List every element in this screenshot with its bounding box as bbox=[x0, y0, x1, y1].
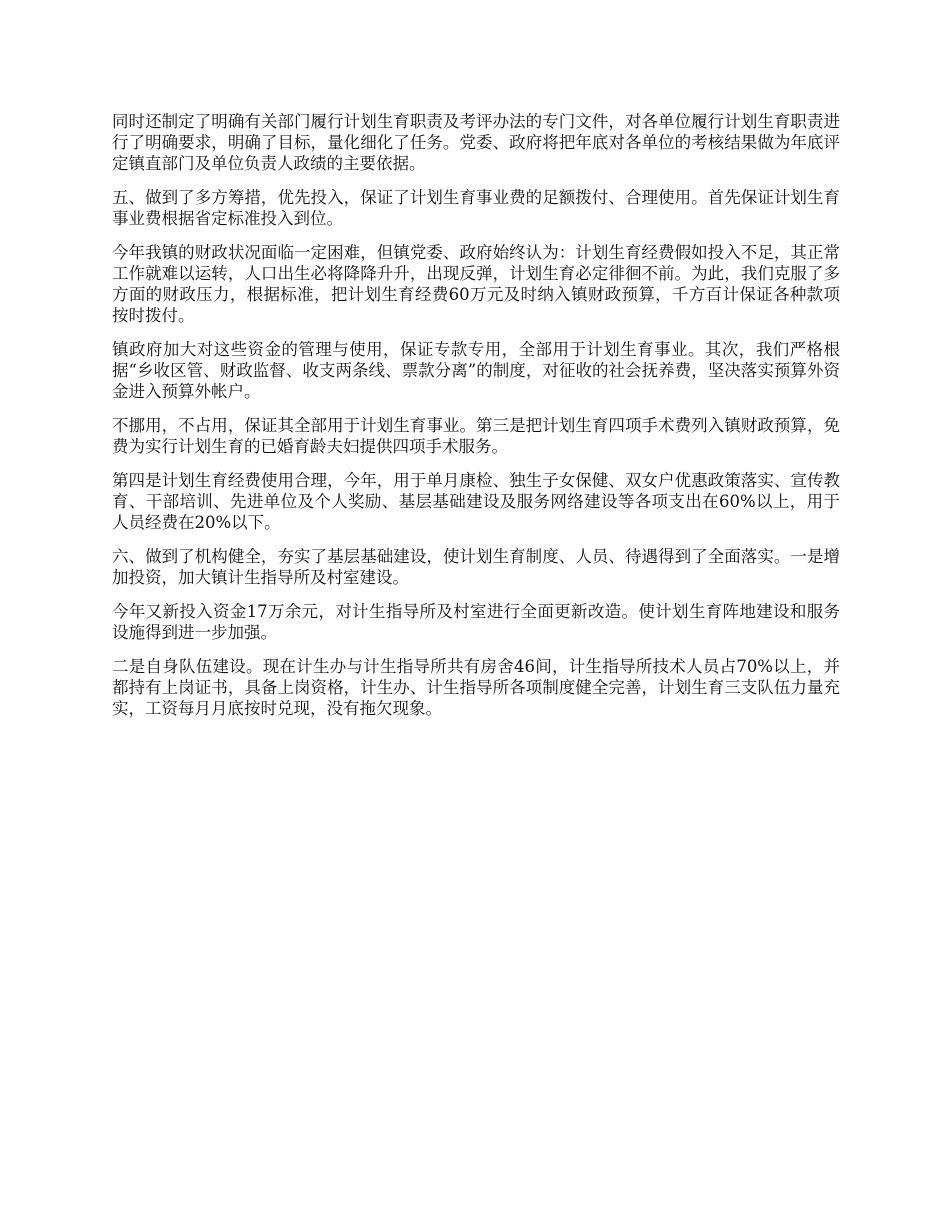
paragraph-3: 今年我镇的财政状况面临一定困难，但镇党委、政府始终认为：计划生育经费假如投入不足，其正常工作就难以运转，人口出生必将降降升升，出现反弹，计划生育必定徘徊不前。为此，我们克服了多方面的财政压力，根据标准，把计划生育经费60万元及时纳入镇财政预算，千方百计保证各种款项按时拨付。 bbox=[112, 243, 840, 325]
paragraph-5: 不挪用，不占用，保证其全部用于计划生育事业。第三是把计划生育四项手术费列入镇财政预算，免费为实行计划生育的已婚育龄夫妇提供四项手术服务。 bbox=[112, 416, 840, 456]
paragraph-9: 二是自身队伍建设。现在计生办与计生指导所共有房舍46间，计生指导所技术人员占70%以上，并都持有上岗证书，具备上岗资格，计生办、计生指导所各项制度健全完善，计划生育三支队伍力量充实，工资每月月底按时兑现，没有拖欠现象。 bbox=[112, 657, 840, 718]
paragraph-8: 今年又新投入资金17万余元，对计生指导所及村室进行全面更新改造。使计划生育阵地建设和服务设施得到进一步加强。 bbox=[112, 602, 840, 642]
paragraph-6: 第四是计划生育经费使用合理，今年，用于单月康检、独生子女保健、双女户优惠政策落实、宣传教育、干部培训、先进单位及个人奖励、基层基础建设及服务网络建设等各项支出在60%以上，用于人员经费在20%以下。 bbox=[112, 471, 840, 532]
document-body bbox=[112, 111, 840, 732]
paragraph-4: 镇政府加大对这些资金的管理与使用，保证专款专用，全部用于计划生育事业。其次，我们严格根据“乡收区管、财政监督、收支两条线、票款分离”的制度，对征收的社会抚养费，坚决落实预算外资金进入预算外帐户。 bbox=[112, 340, 840, 401]
paragraph-7: 六、做到了机构健全，夯实了基层基础建设，使计划生育制度、人员、待遇得到了全面落实。一是增加投资，加大镇计生指导所及村室建设。 bbox=[112, 547, 840, 587]
paragraph-1: 同时还制定了明确有关部门履行计划生育职责及考评办法的专门文件，对各单位履行计划生育职责进行了明确要求，明确了目标，量化细化了任务。党委、政府将把年底对各单位的考核结果做为年底评定镇直部门及单位负责人政绩的主要依据。 bbox=[112, 112, 840, 173]
paragraph-2: 五、做到了多方筹措，优先投入，保证了计划生育事业费的足额拨付、合理使用。首先保证计划生育事业费根据省定标准投入到位。 bbox=[112, 188, 840, 228]
